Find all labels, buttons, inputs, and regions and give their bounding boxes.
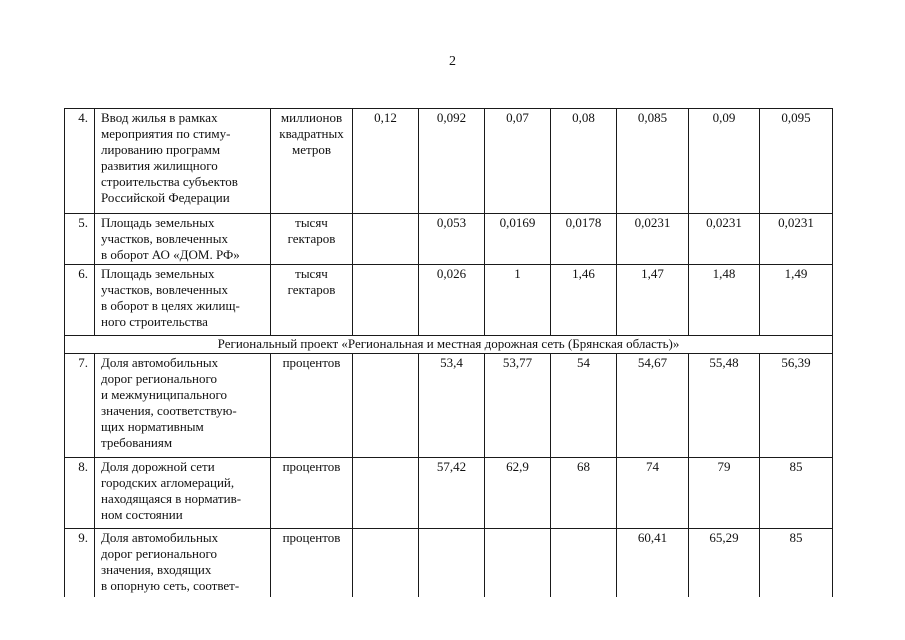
- indicator-name-line: в оборот в целях жилищ-: [101, 298, 240, 313]
- indicator-name-line: лированию программ: [101, 142, 221, 157]
- indicator-name-line: дорог регионального: [101, 371, 217, 386]
- unit-line: гектаров: [287, 282, 336, 297]
- value-cell: 53,4: [419, 354, 485, 458]
- indicator-name-line: строительства субъектов: [101, 174, 238, 189]
- indicator-name-line: участков, вовлеченных: [101, 231, 228, 246]
- indicator-name-line: в опорную сеть, соответ-: [101, 578, 240, 593]
- row-number: 8.: [65, 458, 95, 529]
- indicator-name-line: Доля дорожной сети: [101, 459, 215, 474]
- value-cell: 79: [689, 458, 760, 529]
- value-cell: 55,48: [689, 354, 760, 458]
- unit-line: процентов: [282, 355, 341, 370]
- value-cell: 0,0169: [485, 214, 551, 265]
- indicator-name: [95, 529, 271, 597]
- row-number: 5.: [65, 214, 95, 265]
- indicator-name-line: значения, соответствую-: [101, 403, 237, 418]
- value-cell: [485, 529, 551, 597]
- table-row: [65, 458, 833, 529]
- value-cell: 0,0231: [760, 214, 833, 265]
- value-cell: [353, 214, 419, 265]
- indicators-table: [64, 108, 833, 597]
- unit-of-measure: [271, 529, 353, 597]
- indicator-name-line: ного строительства: [101, 314, 208, 329]
- indicator-name-line: Доля автомобильных: [101, 355, 219, 370]
- indicator-name-line: в оборот АО «ДОМ. РФ»: [101, 247, 240, 262]
- row-number: 6.: [65, 265, 95, 336]
- value-cell: [353, 354, 419, 458]
- section-row: [65, 336, 833, 354]
- indicator-name-line: Ввод жилья в рамках: [101, 110, 218, 125]
- indicator-name-line: и межмуниципального: [101, 387, 227, 402]
- indicator-name: [95, 354, 271, 458]
- value-cell: 0,0231: [617, 214, 689, 265]
- indicator-name-line: развития жилищного: [101, 158, 218, 173]
- indicator-name-line: мероприятия по стиму-: [101, 126, 231, 141]
- value-cell: 62,9: [485, 458, 551, 529]
- value-cell: 1,49: [760, 265, 833, 336]
- value-cell: 1: [485, 265, 551, 336]
- table-row: [65, 109, 833, 214]
- value-cell: 0,053: [419, 214, 485, 265]
- unit-line: миллионов: [280, 110, 343, 125]
- value-cell: 1,47: [617, 265, 689, 336]
- indicator-name-line: требованиям: [101, 435, 173, 450]
- value-cell: 0,095: [760, 109, 833, 214]
- unit-line: метров: [292, 142, 331, 157]
- unit-of-measure: [271, 354, 353, 458]
- unit-line: тысяч: [295, 215, 328, 230]
- table-row: [65, 529, 833, 597]
- value-cell: 0,085: [617, 109, 689, 214]
- row-number: 7.: [65, 354, 95, 458]
- indicator-name-line: Площадь земельных: [101, 266, 215, 281]
- value-cell: 1,46: [551, 265, 617, 336]
- unit-of-measure: [271, 458, 353, 529]
- table-row: [65, 214, 833, 265]
- value-cell: 54,67: [617, 354, 689, 458]
- value-cell: 0,07: [485, 109, 551, 214]
- value-cell: [353, 265, 419, 336]
- value-cell: 0,092: [419, 109, 485, 214]
- unit-line: процентов: [282, 530, 341, 545]
- unit-line: тысяч: [295, 266, 328, 281]
- indicator-name-line: находящаяся в норматив-: [101, 491, 242, 506]
- value-cell: 57,42: [419, 458, 485, 529]
- value-cell: 0,0231: [689, 214, 760, 265]
- value-cell: 0,09: [689, 109, 760, 214]
- indicator-name: [95, 109, 271, 214]
- indicator-name-line: Площадь земельных: [101, 215, 215, 230]
- value-cell: 1,48: [689, 265, 760, 336]
- page-number: 2: [449, 54, 456, 69]
- value-cell: 85: [760, 458, 833, 529]
- indicator-name: [95, 458, 271, 529]
- value-cell: 0,08: [551, 109, 617, 214]
- value-cell: 0,12: [353, 109, 419, 214]
- indicator-name-line: участков, вовлеченных: [101, 282, 228, 297]
- value-cell: 56,39: [760, 354, 833, 458]
- indicator-name-line: значения, входящих: [101, 562, 212, 577]
- indicator-name-line: дорог регионального: [101, 546, 217, 561]
- value-cell: 0,0178: [551, 214, 617, 265]
- row-number: 4.: [65, 109, 95, 214]
- row-number: 9.: [65, 529, 95, 597]
- value-cell: [353, 529, 419, 597]
- value-cell: [551, 529, 617, 597]
- value-cell: 68: [551, 458, 617, 529]
- indicator-name: [95, 214, 271, 265]
- section-title: Региональный проект «Региональная и местная дорожная сеть (Брянская область)»: [65, 336, 833, 354]
- table-row: [65, 354, 833, 458]
- value-cell: 65,29: [689, 529, 760, 597]
- indicator-name-line: Российской Федерации: [101, 190, 230, 205]
- value-cell: [419, 529, 485, 597]
- value-cell: 60,41: [617, 529, 689, 597]
- unit-of-measure: [271, 214, 353, 265]
- table-row: [65, 265, 833, 336]
- value-cell: 54: [551, 354, 617, 458]
- indicator-name: [95, 265, 271, 336]
- unit-line: гектаров: [287, 231, 336, 246]
- value-cell: [353, 458, 419, 529]
- value-cell: 85: [760, 529, 833, 597]
- value-cell: 53,77: [485, 354, 551, 458]
- unit-line: квадратных: [279, 126, 344, 141]
- value-cell: 0,026: [419, 265, 485, 336]
- indicator-name-line: городских агломераций,: [101, 475, 235, 490]
- indicator-name-line: Доля автомобильных: [101, 530, 219, 545]
- value-cell: 74: [617, 458, 689, 529]
- indicator-name-line: ном состоянии: [101, 507, 183, 522]
- unit-of-measure: [271, 265, 353, 336]
- unit-line: процентов: [282, 459, 341, 474]
- indicator-name-line: щих нормативным: [101, 419, 204, 434]
- unit-of-measure: [271, 109, 353, 214]
